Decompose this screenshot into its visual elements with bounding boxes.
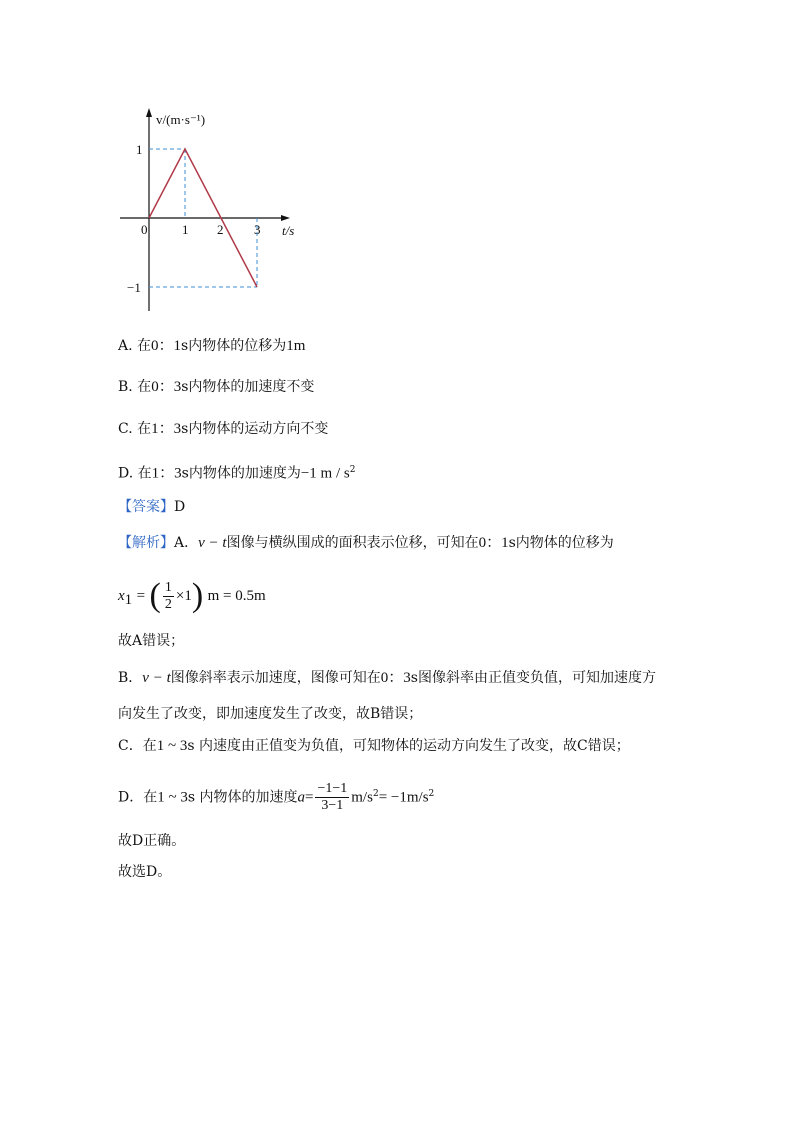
option-d-range: 1：3: [151, 465, 182, 482]
analysis-b-line1: [118, 668, 656, 688]
eq-paren-close: ): [191, 577, 204, 614]
x-tick-label-2: 2: [217, 222, 224, 237]
eq-x: x: [118, 588, 125, 604]
eq-rhs: m = 0.5m: [207, 588, 266, 604]
option-b-range: 0：3: [151, 379, 182, 395]
final-choice-text: 故选D。: [118, 864, 172, 880]
final-choice: [118, 862, 171, 882]
option-d-pre: 在: [137, 465, 152, 482]
analysis-d-fraction: [315, 781, 349, 814]
analysis-a-vt: v − t: [198, 535, 227, 551]
chart-svg: [112, 106, 312, 318]
analysis-a-prefix: A．: [174, 535, 199, 551]
option-a-pre: 在: [137, 338, 152, 354]
y-axis-arrow: [146, 108, 152, 117]
eq-times: ×1: [175, 588, 192, 604]
option-c-range: 1：3: [151, 421, 182, 437]
option-b-label: B.: [118, 379, 133, 395]
analysis-d-equals: =: [305, 789, 314, 806]
velocity-time-chart: [112, 106, 312, 318]
x-tick-label-1: 1: [182, 222, 189, 237]
analysis-d-prefix: D．在: [118, 789, 158, 806]
y-tick-label-1: 1: [136, 142, 143, 157]
answer-line: [118, 497, 185, 517]
analysis-b-vt: v − t: [142, 670, 171, 686]
analysis-c-line: [118, 736, 630, 756]
option-a: [118, 336, 305, 356]
eq-x-sub: 1: [124, 591, 133, 608]
analysis-a-text: 图像与横纵围成的面积表示位移，可知在: [226, 535, 479, 551]
x-axis-label: t/s: [282, 223, 295, 238]
y-tick-label-neg1: −1: [127, 280, 141, 295]
analysis-c-range: 1 ~ 3: [156, 738, 188, 754]
y-axis-label: v/(m·s⁻¹): [156, 112, 206, 127]
analysis-d-a: a: [297, 789, 305, 806]
option-b-pre: 在: [137, 379, 152, 395]
option-c-label: C.: [118, 421, 133, 437]
analysis-a-conclusion-text: 故A错误；: [118, 633, 185, 649]
analysis-b-text2: s图像斜率由正值变负值，可知加速度方: [410, 670, 656, 686]
analysis-a-range: 0：1: [478, 535, 509, 551]
option-a-text: s内物体的位移为: [181, 338, 287, 354]
analysis-d-text: s 内物体的加速度: [187, 789, 298, 806]
x-tick-label-3: 3: [254, 222, 261, 237]
analysis-d-rhs-sup: 2: [428, 789, 435, 799]
option-d-sup: 2: [349, 465, 356, 475]
analysis-d-unit-sup: 2: [372, 789, 379, 799]
analysis-a-line: [118, 533, 614, 553]
analysis-b-range: 0：3: [380, 670, 411, 686]
option-d-label: D.: [118, 465, 134, 482]
option-d-value: −1 m / s: [300, 465, 350, 482]
option-a-range: 0：1: [151, 338, 182, 354]
answer-value: D: [174, 499, 186, 515]
option-d-text: s内物体的加速度为: [181, 465, 301, 482]
analysis-tag: 【解析】: [118, 535, 174, 551]
analysis-a-equation: [118, 574, 266, 622]
analysis-c-text: s 内速度由正值变为负值，可知物体的运动方向发生了改变，故C错误；: [187, 738, 630, 754]
analysis-d-frac-den: 3−1: [321, 798, 344, 814]
analysis-d-conclusion: [118, 831, 185, 851]
answer-tag: 【答案】: [118, 499, 174, 515]
analysis-d-frac-num: −1−1: [317, 781, 348, 797]
eq-equals: =: [136, 588, 146, 604]
option-a-value: 1m: [286, 338, 306, 354]
analysis-b-text3: 向发生了改变，即加速度发生了改变，故B错误；: [118, 706, 423, 722]
eq-frac-den: 2: [164, 596, 172, 612]
option-b: [118, 377, 314, 397]
analysis-c-prefix: C．在: [118, 738, 157, 754]
analysis-b-prefix: B．: [118, 670, 143, 686]
eq-paren-open: (: [149, 577, 161, 614]
analysis-b-line2: [118, 704, 422, 724]
analysis-d-conclusion-text: 故D正确。: [118, 833, 186, 849]
analysis-a-tail: s内物体的位移为: [508, 535, 614, 551]
x-tick-label-0: 0: [141, 222, 148, 237]
option-c-pre: 在: [137, 421, 152, 437]
option-d: [118, 460, 355, 484]
analysis-d-rhs: = −1m/s: [378, 789, 429, 806]
x-axis-arrow: [281, 215, 290, 221]
analysis-d-range: 1 ~ 3: [157, 789, 188, 806]
eq-fraction: [163, 580, 174, 613]
option-c: [118, 419, 328, 439]
eq-frac-num: 1: [164, 579, 172, 595]
option-b-text: s内物体的加速度不变: [181, 379, 315, 395]
option-c-text: s内物体的运动方向不变: [181, 421, 329, 437]
analysis-b-text1: 图像斜率表示加速度，图像可知在: [170, 670, 381, 686]
analysis-d-unit: m/s: [351, 789, 373, 806]
analysis-a-conclusion: [118, 631, 184, 651]
option-a-label: A.: [118, 338, 133, 354]
analysis-d-line: [118, 774, 434, 818]
